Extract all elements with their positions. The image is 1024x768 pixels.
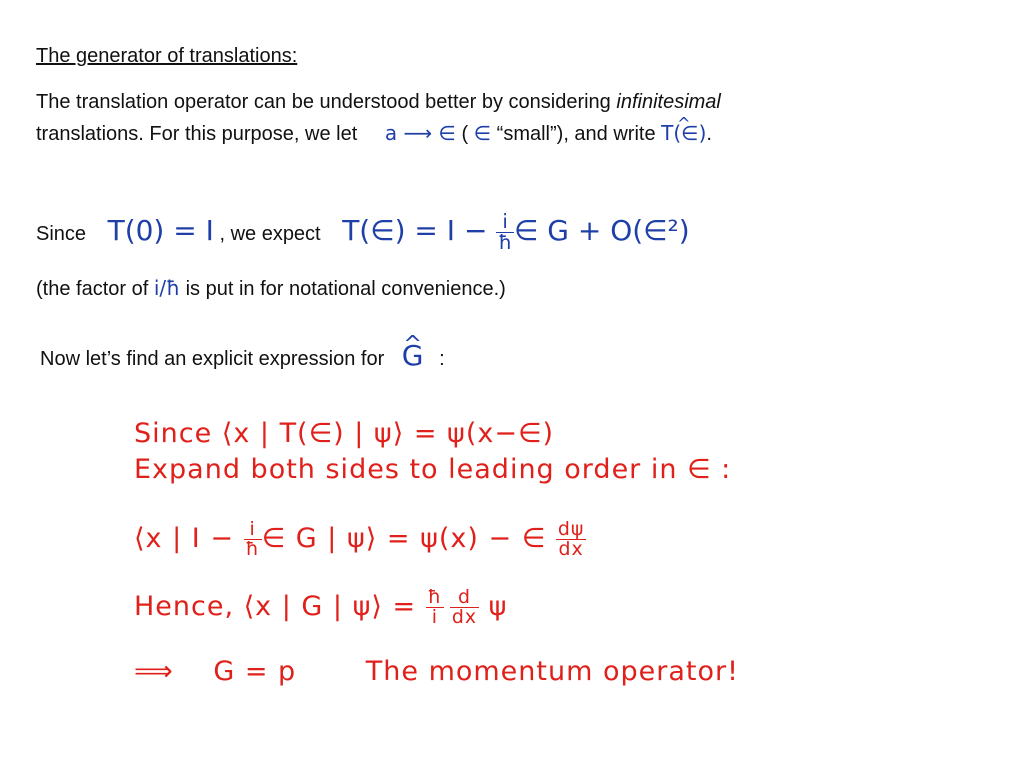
line3-mid: ∈ G | ψ⟩ = ψ(x) − ∈ xyxy=(261,522,556,554)
line4-num2: d xyxy=(450,588,479,608)
implies-arrow-icon: ⟹ xyxy=(134,656,174,687)
intro-italic: infinitesimal xyxy=(616,91,721,113)
factor-prefix: (the factor of xyxy=(36,278,154,300)
factor-line xyxy=(36,276,506,301)
intro-text-2: translations. For this purpose, we let xyxy=(36,123,358,145)
fraction-numerator: i xyxy=(496,212,514,233)
since-line xyxy=(36,212,690,252)
intro-line-2 xyxy=(36,121,712,146)
line3-frac-den: ħ xyxy=(245,537,260,560)
handwritten-line-5 xyxy=(134,656,739,688)
handwritten-a-to-epsilon: a ⟶ ∈ xyxy=(384,121,456,145)
colon: : xyxy=(439,348,445,370)
intro-line-1 xyxy=(36,90,721,114)
find-text: Now let’s find an explicit expression for xyxy=(40,348,390,370)
G-equals-p: G = p xyxy=(213,656,297,687)
handwritten-line-3 xyxy=(134,520,586,559)
handwritten-expansion xyxy=(342,210,690,254)
find-line xyxy=(40,339,445,372)
line4-num1: ħ xyxy=(427,586,442,608)
handwritten-T0-equals-I: T(0) = I xyxy=(107,214,214,248)
handwritten-epsilon: ∈ xyxy=(473,121,492,145)
line4-den2: dx xyxy=(451,605,478,628)
factor-suffix: is put in for notational convenience.) xyxy=(180,278,506,300)
line3-frac-num: i xyxy=(244,520,262,540)
handwritten-line-4 xyxy=(134,588,507,627)
expansion-lhs: T(∈) = I − xyxy=(342,214,497,248)
fraction-denominator: ħ xyxy=(498,230,512,254)
small-text: “small”), and write xyxy=(491,123,662,145)
line4-psi: ψ xyxy=(479,590,508,622)
line4-lhs: Hence, ⟨x | G | ψ⟩ = xyxy=(134,590,426,622)
handwritten-line-2: Expand both sides to leading order in ∈ : xyxy=(134,454,732,485)
period: . xyxy=(706,123,712,145)
expect-label: , we expect xyxy=(219,223,321,246)
expansion-rhs: ∈ G + O(∈²) xyxy=(513,214,690,248)
handwritten-line-1: Since ⟨x | T(∈) | ψ⟩ = ψ(x−∈) xyxy=(134,418,555,449)
i-over-hbar-fraction xyxy=(496,212,514,252)
line4-fraction-d-dx xyxy=(450,588,479,627)
line3-dnum: dψ xyxy=(557,518,585,540)
line3-lhs: ⟨x | I − xyxy=(134,522,244,554)
line3-dden: dx xyxy=(558,537,584,560)
line4-fraction-hbar-i xyxy=(426,588,444,627)
handwritten-i-over-hbar: i/ħ xyxy=(153,276,181,300)
since-label: Since xyxy=(36,223,87,246)
line3-fraction-i-hbar xyxy=(244,520,262,559)
paren-open: ( xyxy=(455,123,474,145)
handwritten-T-epsilon: ^ T(∈) xyxy=(661,121,706,145)
momentum-operator-label: The momentum operator! xyxy=(365,656,739,687)
intro-text: The translation operator can be understood better by considering xyxy=(36,91,617,113)
handwritten-G-hat: ^ G xyxy=(402,344,424,368)
line3-fraction-dpsi-dx xyxy=(556,520,586,559)
line4-den1: i xyxy=(431,605,438,628)
page-title: The generator of translations: xyxy=(36,45,298,67)
